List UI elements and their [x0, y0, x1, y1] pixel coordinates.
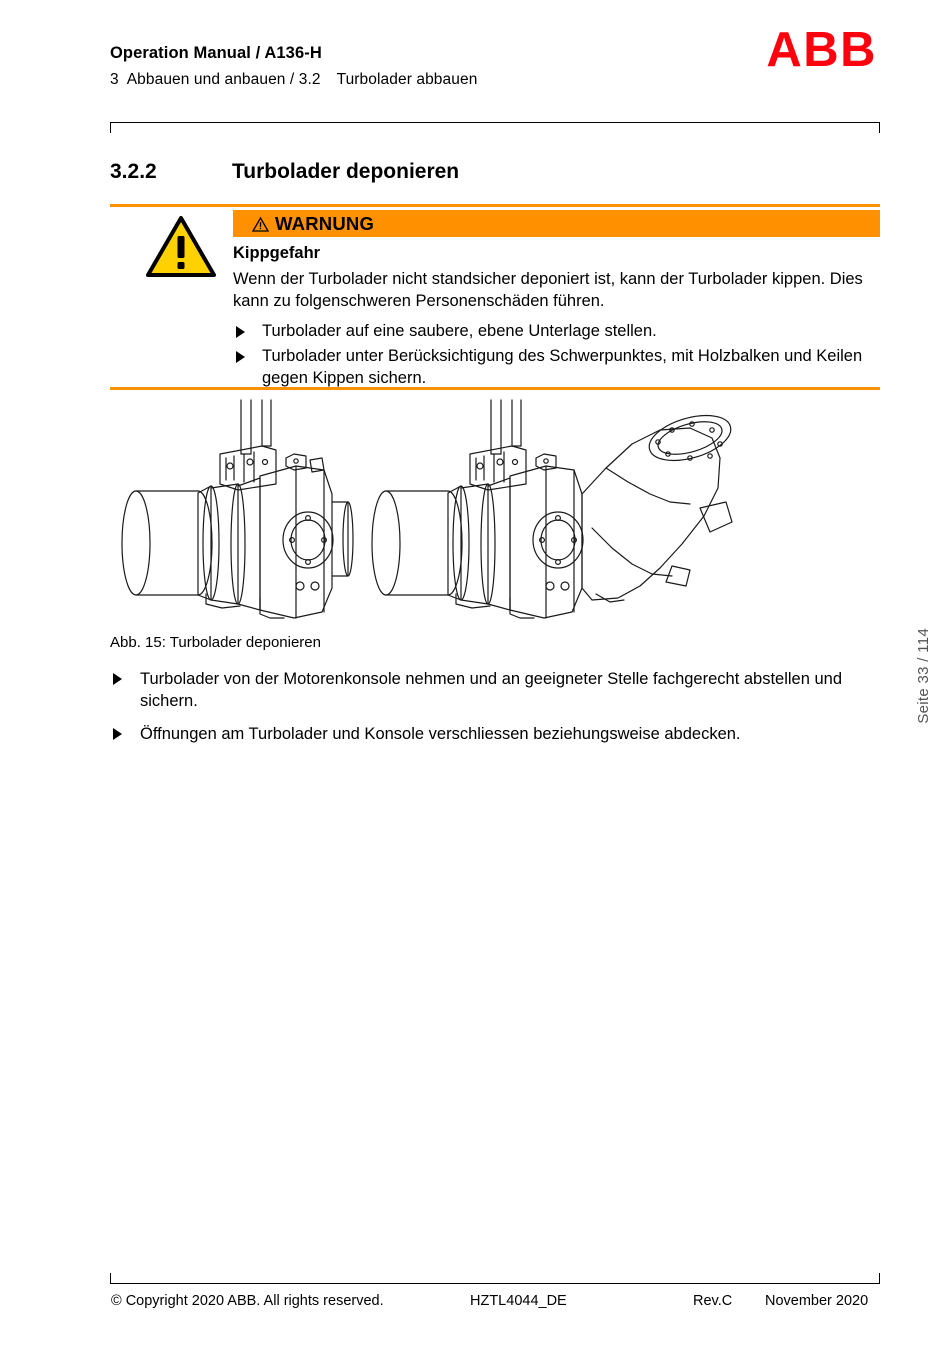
warning-triangle-small-icon: [252, 217, 269, 232]
page-footer: [110, 1293, 880, 1317]
instruction-list: [110, 668, 885, 756]
warning-box: [110, 204, 880, 387]
abb-logo: ABB: [766, 23, 877, 77]
side-page-marker: Seite 33 / 114: [915, 628, 932, 724]
footer-divider: [110, 1283, 880, 1284]
warning-item-text: Turbolader auf eine saubere, ebene Unterlage stellen.: [262, 321, 657, 340]
footer-copyright: © Copyright 2020 ABB. All rights reserved.: [111, 1293, 384, 1309]
list-item: [233, 346, 880, 390]
list-item: [110, 668, 885, 712]
figure-caption: Abb. 15: Turbolader deponieren: [110, 634, 321, 651]
page-title: Turbolader deponieren: [232, 160, 460, 183]
warning-triangle-icon: [146, 216, 216, 278]
footer-document-id: HZTL4044_DE: [470, 1293, 567, 1309]
instruction-text: Öffnungen am Turbolader und Konsole verschliessen beziehungsweise abdecken.: [140, 725, 741, 744]
footer-date: November 2020: [765, 1293, 869, 1309]
figure-turbocharger-deposited: [110, 398, 770, 630]
instruction-text: Turbolader von der Motorenkonsole nehmen und an geeigneter Stelle fachgerecht abstellen und sichern.: [140, 670, 843, 711]
warning-bottom-rule: [110, 387, 880, 390]
header-divider: [110, 122, 880, 123]
breadcrumb-section-title: Turbolader abbauen: [336, 71, 478, 88]
warning-title: [233, 213, 374, 235]
section-number: 3.2.2: [110, 160, 157, 183]
bullet-triangle-icon: [113, 728, 122, 740]
page-header: [110, 44, 880, 89]
warning-list: [233, 321, 880, 390]
warning-top-rule: [110, 204, 880, 207]
warning-title-text: WARNUNG: [275, 212, 375, 234]
warning-paragraph: Wenn der Turbolader nicht standsicher deponiert ist, kann der Turbolader kippen. Dies kann zu folgenschweren Personenschäden führen.: [233, 270, 863, 310]
breadcrumb-chapter-number: 3: [110, 71, 119, 88]
manual-title: Operation Manual / A136-H: [110, 44, 322, 62]
warning-subtitle: Kippgefahr: [233, 244, 321, 262]
breadcrumb-chapter-title: Abbauen und anbauen / 3.2: [126, 71, 321, 88]
bullet-triangle-icon: [236, 326, 245, 338]
breadcrumb: [110, 71, 880, 89]
bullet-triangle-icon: [113, 673, 122, 685]
list-item: [233, 321, 880, 343]
warning-body: [233, 244, 880, 393]
footer-revision: Rev.C: [693, 1293, 733, 1309]
list-item: [110, 723, 885, 745]
warning-title-bar: [233, 210, 880, 237]
warning-item-text: Turbolader unter Berücksichtigung des Schwerpunktes, mit Holzbalken und Keilen gegen Kippen sichern.: [262, 346, 863, 387]
bullet-triangle-icon: [236, 351, 245, 363]
